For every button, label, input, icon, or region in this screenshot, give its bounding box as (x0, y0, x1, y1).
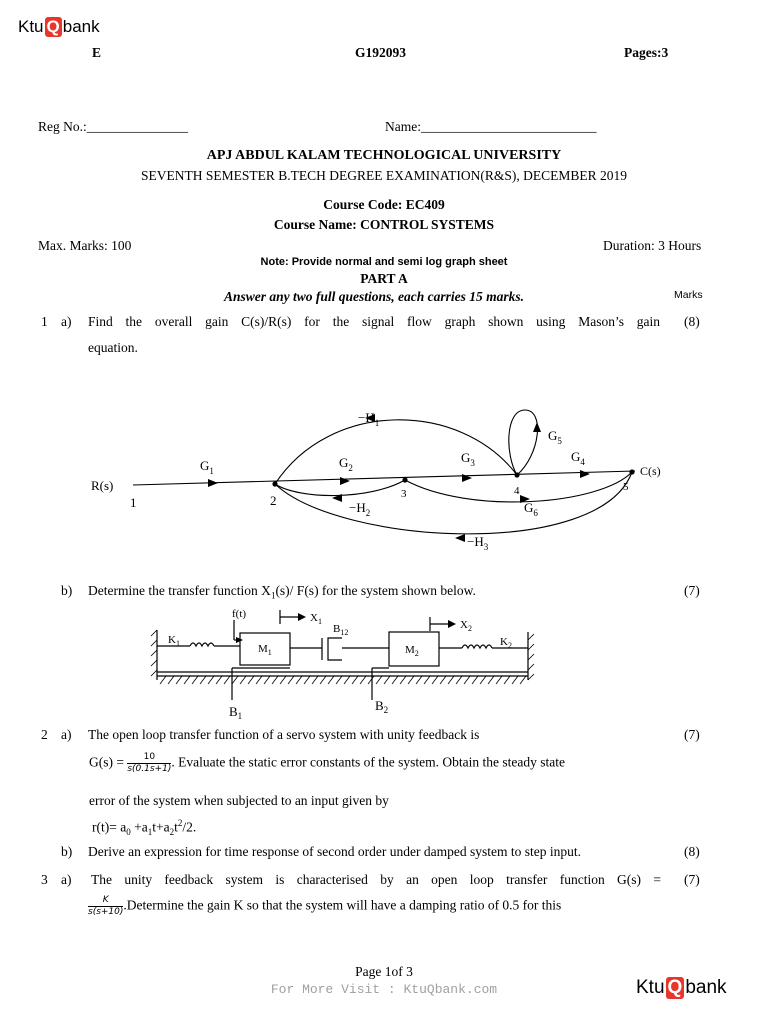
page-number: Page 1of 3 (355, 964, 413, 979)
logo-text-left: Ktu (636, 977, 665, 998)
sfg-node-3: 3 (401, 488, 407, 500)
k1-label: $K_1$ (168, 634, 180, 648)
sfg-gain-g3: $G_3$ (461, 450, 475, 468)
sfg-gain-g4: $G_4$ (571, 449, 585, 467)
logo-q-badge: Q (46, 17, 60, 36)
sfg-gain-g2: $G_2$ (339, 455, 353, 473)
sfg-node-5: 5 (623, 481, 629, 493)
b12-label: $B_{12}$ (333, 623, 349, 637)
x2-label: $X_2$ (460, 619, 472, 633)
course-code: Course Code: EC409 (323, 197, 445, 212)
signal-flow-graph (0, 395, 768, 560)
visit-footer: For More Visit : KtuQbank.com (270, 982, 498, 997)
q2a-gs-line: G(s) = $\frac{10}{s(0.1s+1)}$ . Evaluate the static error constants of the system. Obtain the steady state (89, 752, 565, 774)
q2a-text: The open loop transfer function of a servo system with unity feedback is (88, 727, 480, 742)
sfg-gain-g1: $G_1$ (200, 458, 214, 476)
q3-number: 3 (41, 872, 48, 887)
name-field: Name:__________________________ (385, 119, 597, 134)
logo-q-badge: Q (667, 977, 683, 998)
q1a-text: Find the overall gain C(s)/R(s) for the signal flow graph shown using Mason’s gain (88, 314, 660, 329)
sfg-gain-g5: $G_5$ (548, 428, 562, 446)
b2-label: $B_2$ (375, 698, 389, 715)
page-count: Pages:3 (624, 45, 669, 60)
duration: Duration: 3 Hours (603, 238, 702, 253)
q2b-marks: (8) (684, 844, 700, 859)
sfg-node-1: 1 (130, 495, 137, 510)
exam-title: SEVENTH SEMESTER B.TECH DEGREE EXAMINATION(R&S), DECEMBER 2019 (141, 168, 627, 183)
instruction: Answer any two full questions, each carries 15 marks. (223, 289, 525, 304)
set-code: E (92, 45, 102, 60)
sfg-node-2: 2 (270, 493, 277, 508)
ktuqbank-logo-footer (636, 977, 727, 999)
paper-code: G192093 (355, 45, 407, 60)
q1-number: 1 (41, 314, 48, 329)
sfg-gain-h1: $-H_1$ (358, 410, 380, 428)
sfg-node-4: 4 (514, 485, 520, 497)
ktuqbank-logo (18, 17, 100, 37)
k2-label: $K_2$ (500, 636, 512, 650)
k-fraction: $\frac{K}{s(s+10)}$ (88, 895, 124, 917)
sfg-gain-h2: $-H_2$ (349, 500, 371, 518)
sfg-gain-h3: $-H_3$ (467, 534, 489, 552)
q2a-text-line2: error of the system when subjected to an input given by (89, 793, 389, 808)
q1b-label: b) (61, 583, 73, 598)
q2a-marks: (7) (684, 727, 700, 742)
q2a-label: a) (61, 727, 72, 742)
university-name: APJ ABDUL KALAM TECHNOLOGICAL UNIVERSITY (206, 148, 562, 163)
gs-fraction: $\frac{10}{s(0.1s+1)}$ (127, 752, 172, 774)
q2b-text: Derive an expression for time response of second order under damped system to step input. (88, 844, 581, 859)
force-label: f(t) (232, 608, 247, 620)
course-name: Course Name: CONTROL SYSTEMS (273, 217, 495, 232)
q1b-text: Determine the transfer function $X_1(s)/$ F(s) for the system shown below. (88, 583, 476, 601)
q2a-input-expression: $r(t)= a_0 +a_1t+a_2t^2/2$. (92, 818, 197, 838)
logo-text-left: Ktu (18, 17, 44, 36)
q1a-text-cont: equation. (88, 340, 138, 355)
b1-label: $B_1$ (229, 704, 243, 721)
x1-label: $X_1$ (310, 612, 322, 626)
q1a-marks: (8) (684, 314, 700, 329)
logo-text-right: bank (62, 17, 100, 36)
logo-text-right: bank (685, 977, 727, 998)
note: Note: Provide normal and semi log graph sheet (260, 256, 508, 268)
q3a-text: The unity feedback system is characterised by an open loop transfer function G(s) = (91, 872, 661, 887)
sfg-gain-g6: $G_6$ (524, 500, 538, 518)
m2-label: $M_2$ (405, 644, 419, 658)
q3a-marks: (7) (684, 872, 700, 887)
q1b-marks: (7) (684, 583, 700, 598)
q2b-label: b) (61, 844, 73, 859)
q3a-text-line2: $\frac{K}{s(s+10)}$ .Determine the gain K so that the system will have a damping ratio of 0.5 for this (88, 895, 562, 917)
q1a-label: a) (61, 314, 72, 329)
max-marks: Max. Marks: 100 (38, 238, 132, 253)
part-heading: PART A (360, 271, 408, 286)
mechanical-system-diagram (0, 605, 768, 725)
sfg-output-label: C(s) (640, 464, 661, 478)
q2-number: 2 (41, 727, 48, 742)
reg-no-field: Reg No.:_______________ (38, 119, 188, 134)
marks-label: Marks (674, 289, 703, 301)
sfg-input-label: R(s) (91, 478, 114, 493)
m1-label: $M_1$ (258, 643, 272, 657)
q3a-label: a) (61, 872, 72, 887)
